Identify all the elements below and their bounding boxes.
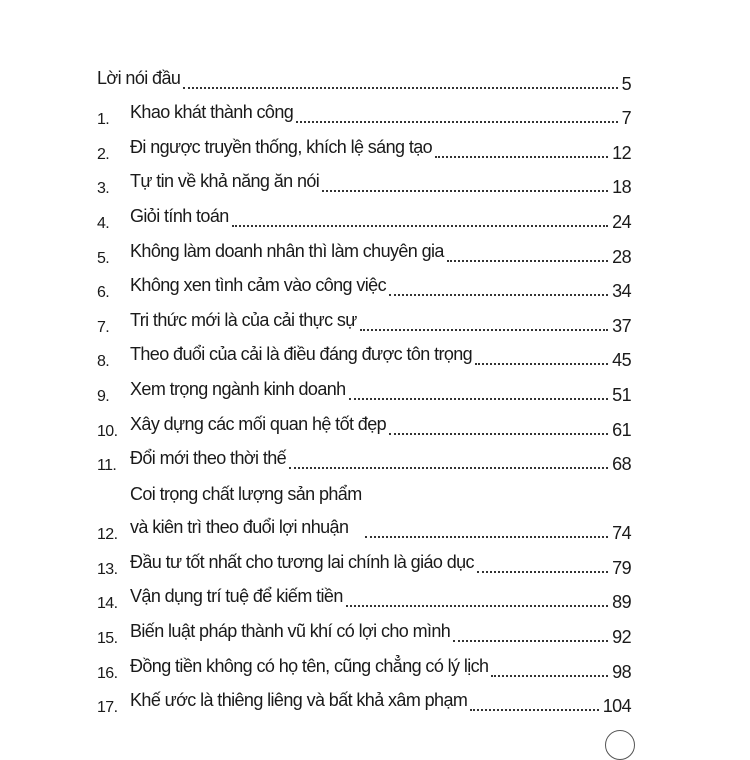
- toc-title: Theo đuổi của cải là điều đáng được tôn trọng: [130, 344, 473, 365]
- toc-entry[interactable]: [97, 337, 631, 372]
- toc-entry[interactable]: [97, 406, 631, 441]
- dot-leader: [389, 294, 608, 296]
- dot-leader: [322, 190, 608, 192]
- toc-number: 4.: [97, 214, 110, 232]
- toc-page: 104: [602, 696, 631, 717]
- toc-entry[interactable]: [97, 95, 631, 130]
- toc-title: Xem trọng ngành kinh doanh: [130, 378, 346, 399]
- toc-number: 5.: [97, 249, 110, 267]
- dot-leader: [346, 605, 608, 607]
- toc-entry[interactable]: [97, 198, 631, 233]
- toc-number: 8.: [97, 353, 110, 371]
- toc-number: 14.: [97, 595, 118, 613]
- toc-title: Lời nói đầu: [97, 67, 181, 88]
- toc-title: Tự tin về khả năng ăn nói: [130, 171, 320, 192]
- toc-number: 9.: [97, 387, 110, 405]
- dot-leader: [470, 709, 599, 711]
- toc-page: 7: [621, 108, 631, 129]
- toc-page: 68: [612, 454, 631, 475]
- toc-number: 16.: [97, 664, 118, 682]
- title-wrap: [130, 580, 612, 613]
- toc-title: Khao khát thành công: [130, 102, 294, 123]
- toc-entry-intro[interactable]: [97, 60, 631, 95]
- toc-entry[interactable]: [97, 302, 631, 337]
- toc-number: 13.: [97, 560, 118, 578]
- dot-leader: [389, 433, 608, 435]
- dot-leader: [360, 329, 608, 331]
- toc-title: Đổi mới theo thời thế: [130, 448, 287, 469]
- toc-entry[interactable]: [97, 233, 631, 268]
- toc-entry[interactable]: [97, 441, 631, 476]
- toc-title: Coi trọng chất lượng sản phẩm và kiên trì theo đuổi lợi nhuận: [130, 484, 362, 538]
- toc-entry[interactable]: [97, 129, 631, 164]
- toc-title: Tri thức mới là của cải thực sự: [130, 309, 357, 330]
- title-wrap: [130, 131, 612, 164]
- toc-entry[interactable]: [97, 268, 631, 303]
- toc-page: 28: [612, 246, 631, 267]
- table-of-contents: [97, 60, 631, 717]
- title-wrap: [130, 373, 612, 406]
- title-wrap: [130, 269, 612, 302]
- title-wrap: [130, 478, 612, 544]
- toc-page: 24: [612, 211, 631, 232]
- toc-title: Không làm doanh nhân thì làm chuyên gia: [130, 240, 444, 261]
- dot-leader: [491, 675, 608, 677]
- toc-number: 10.: [97, 422, 118, 440]
- toc-number: 12.: [97, 526, 118, 544]
- toc-entry[interactable]: [97, 544, 631, 579]
- title-wrap: [130, 96, 622, 129]
- toc-number: 6.: [97, 284, 110, 302]
- toc-title: Đi ngược truyền thống, khích lệ sáng tạo: [130, 136, 433, 157]
- dot-leader: [365, 536, 609, 538]
- title-wrap: [130, 442, 612, 475]
- toc-entry[interactable]: [97, 648, 631, 683]
- toc-page: 79: [612, 557, 631, 578]
- toc-title: Vận dụng trí tuệ để kiếm tiền: [130, 586, 343, 607]
- toc-number: 1.: [97, 111, 110, 129]
- toc-number: 11.: [97, 457, 117, 475]
- title-wrap: [130, 200, 612, 233]
- title-wrap: [130, 684, 603, 717]
- toc-number: 2.: [97, 145, 110, 163]
- title-wrap: [97, 62, 622, 95]
- dot-leader: [477, 571, 608, 573]
- dot-leader: [435, 156, 608, 158]
- toc-page: 12: [612, 142, 631, 163]
- toc-page: 92: [612, 626, 631, 647]
- dot-leader: [349, 398, 609, 400]
- toc-entry[interactable]: [97, 475, 631, 544]
- title-wrap: [130, 338, 612, 371]
- title-wrap: [130, 235, 612, 268]
- toc-number: 3.: [97, 180, 110, 198]
- toc-page: 45: [612, 350, 631, 371]
- toc-page: 51: [612, 384, 631, 405]
- dot-leader: [232, 225, 609, 227]
- title-wrap: [130, 165, 612, 198]
- title-wrap: [130, 615, 612, 648]
- toc-title: Xây dựng các mối quan hệ tốt đẹp: [130, 413, 387, 434]
- title-wrap: [130, 304, 612, 337]
- toc-title: Biến luật pháp thành vũ khí có lợi cho mình: [130, 620, 451, 641]
- toc-title: Không xen tình cảm vào công việc: [130, 275, 386, 296]
- toc-title: Đầu tư tốt nhất cho tương lai chính là giáo dục: [130, 551, 474, 572]
- toc-entry[interactable]: [97, 164, 631, 199]
- title-wrap: [130, 546, 612, 579]
- dot-leader: [447, 260, 608, 262]
- dot-leader: [183, 87, 617, 89]
- toc-page: 61: [612, 419, 631, 440]
- toc-number: 17.: [97, 699, 118, 717]
- toc-number: 15.: [97, 629, 118, 647]
- toc-title: Đồng tiền không có họ tên, cũng chẳng có lý lịch: [130, 655, 489, 676]
- toc-page: 89: [612, 592, 631, 613]
- toc-title: Giỏi tính toán: [130, 205, 229, 226]
- toc-page: 98: [612, 661, 631, 682]
- toc-page: 34: [612, 281, 631, 302]
- toc-page: 37: [612, 315, 631, 336]
- toc-page: 74: [612, 523, 631, 544]
- dot-leader: [453, 640, 608, 642]
- toc-entry[interactable]: [97, 371, 631, 406]
- dot-leader: [289, 467, 608, 469]
- toc-page: 5: [621, 73, 631, 94]
- title-wrap: [130, 650, 612, 683]
- toc-title: Khế ước là thiêng liêng và bất khả xâm phạm: [130, 690, 468, 711]
- toc-number: 7.: [97, 318, 110, 336]
- page-corner-mark: [605, 730, 635, 760]
- toc-page: 18: [612, 177, 631, 198]
- dot-leader: [475, 363, 608, 365]
- toc-entry[interactable]: [97, 683, 631, 718]
- toc-entry[interactable]: [97, 579, 631, 614]
- dot-leader: [296, 121, 617, 123]
- title-wrap: [130, 408, 612, 441]
- toc-entry[interactable]: [97, 613, 631, 648]
